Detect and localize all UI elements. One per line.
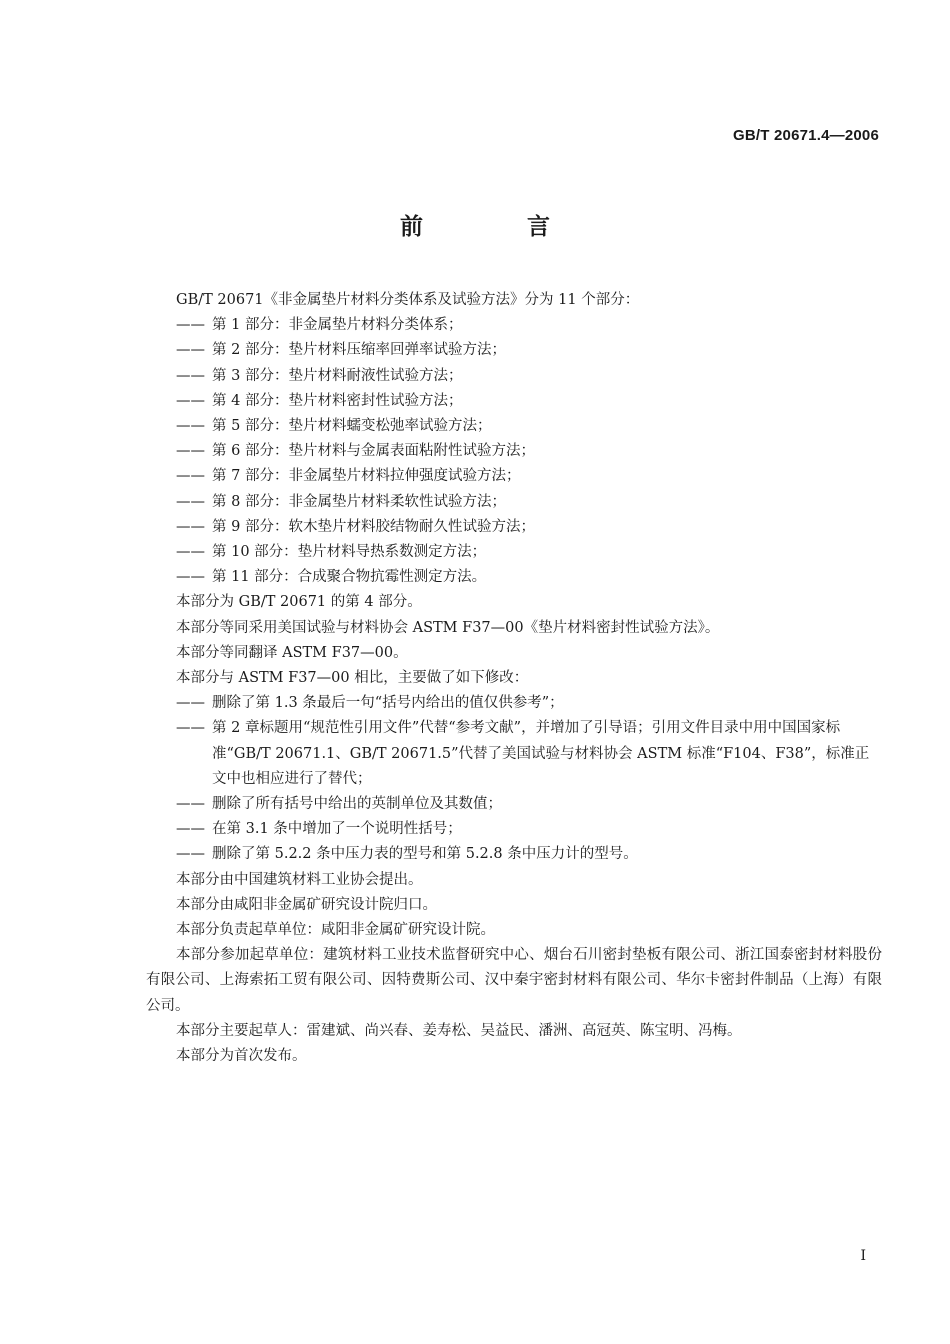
page-title: 前 言: [399, 214, 598, 240]
dash-marker: ——: [176, 493, 205, 510]
centralized-by: 本部分由咸阳非金属矿研究设计院归口。: [176, 896, 437, 913]
dash-marker: ——: [176, 317, 205, 334]
part-text: 第 7 部分：非金属垫片材料拉伸强度试验方法；: [212, 468, 521, 485]
part-item: [146, 515, 882, 540]
change-text: 删除了第 1.3 条最后一句“括号内给出的值仅供参考”；: [212, 695, 564, 712]
dash-marker: ——: [176, 443, 205, 460]
change-text: 删除了第 5.2.2 条中压力表的型号和第 5.2.8 条中压力计的型号。: [212, 846, 638, 863]
change-item: [146, 817, 882, 842]
part-text: 第 10 部分：垫片材料导热系数测定方法；: [212, 544, 487, 561]
change-text: 第 2 章标题用“规范性引用文件”代替“参考文献”，并增加了引导语；引用文件目录中用中国国家标准“GB/T 20671.1、GB/T 20671.5”代替了美国试验与材料协会 ASTM 标准“F104、F38”，标准正文中也相应进行了替代；: [212, 720, 870, 787]
change-item: [146, 792, 882, 817]
part-item: [146, 565, 882, 590]
part-item: [146, 338, 882, 363]
dash-marker: ——: [176, 518, 205, 535]
part-text: 第 8 部分：非金属垫片材料柔软性试验方法；: [212, 493, 506, 510]
dash-marker: ——: [176, 846, 205, 863]
part-text: 第 3 部分：垫片材料耐液性试验方法；: [212, 367, 463, 384]
change-item: [146, 842, 882, 867]
change-text: 在第 3.1 条中增加了一个说明性括号；: [212, 821, 462, 838]
intro-line: GB/T 20671《非金属垫片材料分类体系及试验方法》分为 11 个部分：: [176, 292, 640, 308]
part-text: 第 4 部分：垫片材料密封性试验方法；: [212, 392, 463, 409]
part-text: 第 6 部分：垫片材料与金属表面粘附性试验方法；: [212, 443, 535, 460]
change-item: [146, 691, 882, 716]
foreword-body: [146, 288, 882, 1069]
dash-marker: ——: [176, 720, 205, 737]
standard-code: GB/T 20671.4—2006: [733, 127, 879, 144]
statement-adoption: 本部分等同采用美国试验与材料协会 ASTM F37—00《垫片材料密封性试验方法》。: [176, 619, 720, 636]
part-item: [146, 540, 882, 565]
dash-marker: ——: [176, 695, 205, 712]
dash-marker: ——: [176, 468, 205, 485]
dash-marker: ——: [176, 342, 205, 359]
dash-marker: ——: [176, 367, 205, 384]
proposed-by: 本部分由中国建筑材料工业协会提出。: [176, 871, 423, 888]
dash-marker: ——: [176, 796, 205, 813]
page-number: I: [860, 1248, 866, 1264]
part-item: [146, 490, 882, 515]
part-item: [146, 414, 882, 439]
statement-modifications: 本部分与 ASTM F37—00 相比，主要做了如下修改：: [176, 670, 529, 687]
part-text: 第 11 部分：合成聚合物抗霉性测定方法。: [212, 569, 487, 586]
part-item: [146, 389, 882, 414]
first-release: 本部分为首次发布。: [176, 1048, 307, 1065]
part-item: [146, 464, 882, 489]
part-text: 第 5 部分：垫片材料蠕变松弛率试验方法；: [212, 418, 492, 435]
part-text: 第 2 部分：垫片材料压缩率回弹率试验方法；: [212, 342, 506, 359]
statement-part-number: 本部分为 GB/T 20671 的第 4 部分。: [176, 594, 422, 611]
change-text: 删除了所有括号中给出的英制单位及其数值；: [212, 796, 502, 813]
responsible-unit: 本部分负责起草单位：咸阳非金属矿研究设计院。: [176, 922, 495, 939]
part-item: [146, 313, 882, 338]
participating-units: 本部分参加起草单位：建筑材料工业技术监督研究中心、烟台石川密封垫板有限公司、浙江国泰密封材料股份有限公司、上海索拓工贸有限公司、因特费斯公司、汉中秦宇密封材料有限公司、华尔卡密封件制品（上海）有限公司。: [146, 947, 882, 1014]
dash-marker: ——: [176, 569, 205, 586]
statement-translation: 本部分等同翻译 ASTM F37—00。: [176, 644, 408, 661]
change-item: [146, 716, 882, 792]
part-item: [146, 439, 882, 464]
part-item: [146, 364, 882, 389]
dash-marker: ——: [176, 418, 205, 435]
part-text: 第 9 部分：软木垫片材料胶结物耐久性试验方法；: [212, 518, 535, 535]
part-text: 第 1 部分：非金属垫片材料分类体系；: [212, 317, 463, 334]
dash-marker: ——: [176, 821, 205, 838]
drafters: 本部分主要起草人：雷建斌、尚兴春、姜寿松、吴益民、潘洲、高冠英、陈宝明、冯梅。: [176, 1022, 742, 1039]
dash-marker: ——: [176, 392, 205, 409]
dash-marker: ——: [176, 544, 205, 561]
